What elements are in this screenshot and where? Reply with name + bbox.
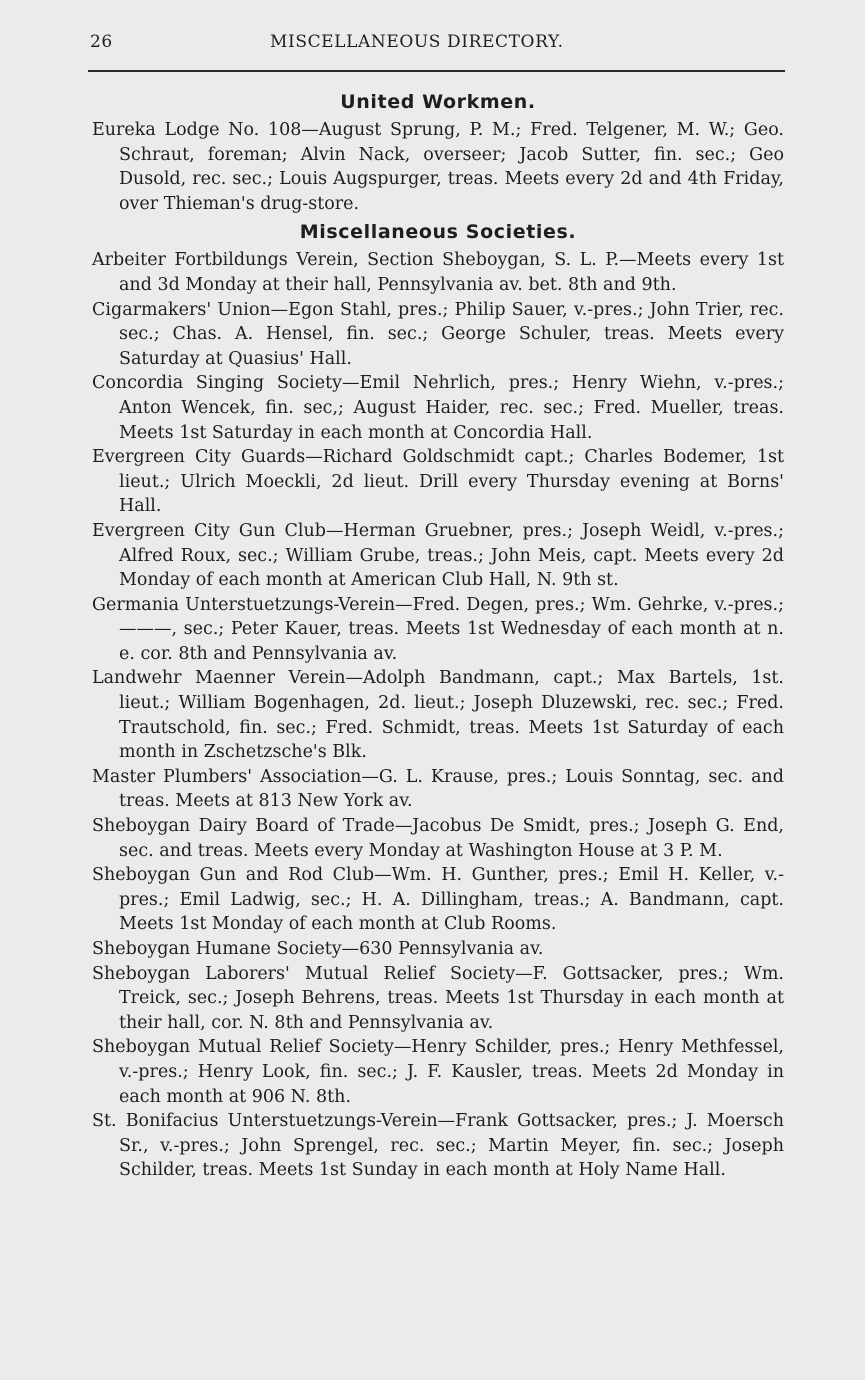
- section-heading-united-workmen: United Workmen.: [340, 91, 536, 113]
- directory-entry: Evergreen City Guards—Richard Goldschmidt capt.; Charles Bodemer, 1st lieut.; Ulrich Moeckli, 2d lieut. Drill every Thursday evening at Borns' Hall.: [92, 447, 784, 517]
- header-rule: [88, 70, 785, 72]
- directory-entry: Concordia Singing Society—Emil Nehrlich, pres.; Henry Wiehn, v.-pres.; Anton Wencek, fin. sec,; August Haider, rec. sec.; Fred. Mueller, treas. Meets 1st Saturday in each month at Concordia Hall.: [92, 373, 784, 443]
- directory-entry: Eureka Lodge No. 108—August Sprung, P. M.; Fred. Telgener, M. W.; Geo. Schraut, foreman; Alvin Nack, overseer; Jacob Sutter, fin. sec.; Geo Dusold, rec. sec.; Louis Augspurger, treas. Meets every 2d and 4th Friday, over Thieman's drug-store.: [92, 120, 784, 214]
- directory-entry: Arbeiter Fortbildungs Verein, Section Sheboygan, S. L. P.—Meets every 1st and 3d Monday at their hall, Pennsylvania av. bet. 8th and 9th.: [92, 250, 784, 295]
- section-heading-miscellaneous-societies: Miscellaneous Societies.: [299, 221, 577, 244]
- directory-entry: Germania Unterstuetzungs-Verein—Fred. Degen, pres.; Wm. Gehrke, v.-pres.; ———, sec.; Peter Kauer, treas. Meets 1st Wednesday of each month at n. e. cor. 8th and Pennsylvania av.: [92, 594, 784, 664]
- running-title: MISCELLANEOUS DIRECTORY.: [270, 32, 564, 52]
- running-head: [90, 32, 780, 56]
- page-number: 26: [90, 32, 113, 52]
- directory-entry: Evergreen City Gun Club—Herman Gruebner, pres.; Joseph Weidl, v.-pres.; Alfred Roux, sec.; William Grube, treas.; John Meis, capt. Meets every 2d Monday of each month at American Club Hall, N. 9th st.: [92, 520, 784, 591]
- directory-entry: Sheboygan Humane Society—630 Pennsylvania av.: [92, 939, 544, 959]
- directory-entry: Sheboygan Mutual Relief Society—Henry Schilder, pres.; Henry Methfessel, v.-pres.; Henry Look, fin. sec.; J. F. Kausler, treas. Meets 2d Monday in each month at 906 N. 8th.: [92, 1037, 784, 1107]
- directory-entry: Landwehr Maenner Verein—Adolph Bandmann, capt.; Max Bartels, 1st. lieut.; William Bogenhagen, 2d. lieut.; Joseph Dluzewski, rec. sec.; Fred. Trautschold, fin. sec.; Fred. Schmidt, treas. Meets 1st Saturday of each month in Zschetzsche's Blk.: [92, 668, 784, 763]
- directory-entry: Sheboygan Dairy Board of Trade—Jacobus De Smidt, pres.; Joseph G. End, sec. and treas. Meets every Monday at Washington House at 3 P. M.: [92, 816, 784, 861]
- directory-entry: St. Bonifacius Unterstuetzungs-Verein—Frank Gottsacker, pres.; J. Moersch Sr., v.-pres.; John Sprengel, rec. sec.; Martin Meyer, fin. sec.; Joseph Schilder, treas. Meets 1st Sunday in each month at Holy Name Hall.: [92, 1111, 784, 1181]
- directory-entry: Sheboygan Gun and Rod Club—Wm. H. Gunther, pres.; Emil H. Keller, v.-pres.; Emil Ladwig, sec.; H. A. Dillingham, treas.; A. Bandmann, capt. Meets 1st Monday of each month at Club Rooms.: [92, 865, 784, 935]
- directory-entry: Cigarmakers' Union—Egon Stahl, pres.; Philip Sauer, v.-pres.; John Trier, rec. sec.; Chas. A. Hensel, fin. sec.; George Schuler, treas. Meets every Saturday at Quasius' Hall.: [92, 299, 784, 369]
- directory-entry: Sheboygan Laborers' Mutual Relief Society—F. Gottsacker, pres.; Wm. Treick, sec.; Joseph Behrens, treas. Meets 1st Thursday in each month at their hall, cor. N. 8th and Pennsylvania av.: [92, 963, 784, 1033]
- directory-entry: Master Plumbers' Association—G. L. Krause, pres.; Louis Sonntag, sec. and treas. Meets at 813 New York av.: [92, 766, 784, 812]
- directory-body: [92, 86, 784, 1183]
